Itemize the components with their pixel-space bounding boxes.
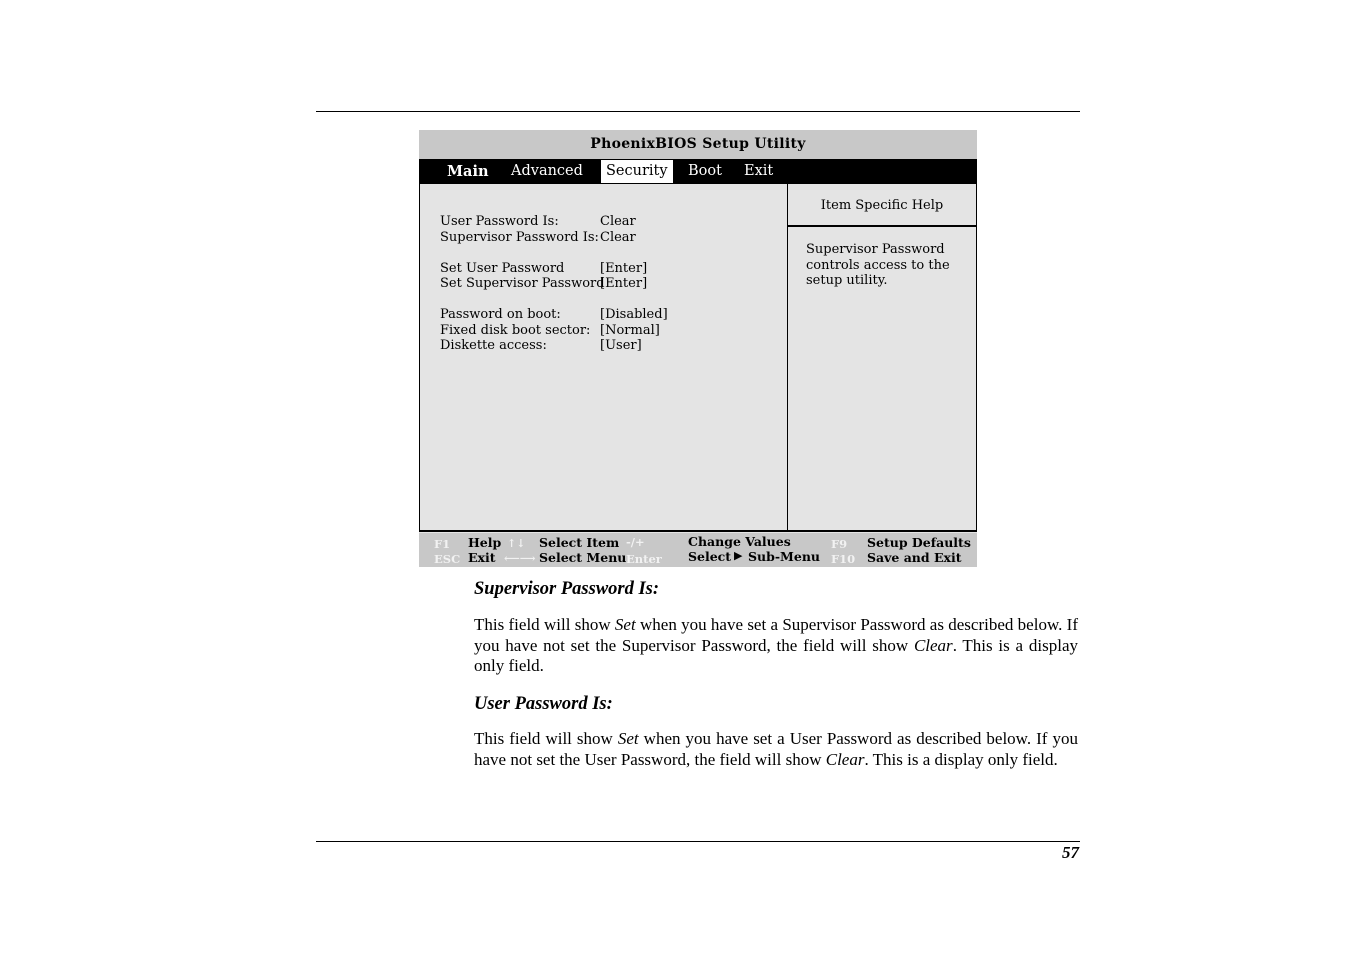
left-right-arrows-icon: ⟵⟶ [504, 552, 536, 565]
text-run: when you have set a Supervisor Password as described below. If you have not set the Supervisor Password, the field will show [474, 615, 1078, 655]
emphasis-set: Set [614, 615, 636, 634]
field-label: Supervisor Password Is: [440, 230, 599, 245]
field-label: Set User Password [440, 261, 565, 276]
exit-hint: Exit [468, 550, 496, 565]
help-hint: Help [468, 535, 502, 550]
paragraph-supervisor-password [474, 615, 1078, 677]
field-value: Clear [600, 230, 636, 245]
text-run: . This is a display only field. [474, 635, 1078, 675]
settings-pane [420, 184, 788, 530]
field-value[interactable]: [Enter] [600, 276, 648, 291]
text-run: . This is a display only field. [864, 749, 1058, 769]
bottom-rule [316, 841, 1080, 842]
setup-defaults-hint: Setup Defaults [867, 535, 971, 550]
text-run: This field will show [474, 729, 618, 748]
field-value[interactable]: [Disabled] [600, 307, 668, 322]
emphasis-clear: Clear [825, 749, 865, 769]
enter-key: Enter [626, 552, 662, 566]
text-run: This field will show [474, 615, 615, 634]
bios-menubar [419, 159, 977, 184]
help-line: controls access to the [806, 258, 950, 273]
f9-key: F9 [831, 537, 848, 551]
top-rule [316, 111, 1080, 112]
field-label: User Password Is: [440, 214, 559, 229]
field-label: Set Supervisor Password [440, 276, 605, 291]
menu-exit[interactable]: Exit [744, 163, 774, 179]
menu-boot[interactable]: Boot [688, 163, 722, 179]
select-hint: Select [688, 549, 732, 564]
save-exit-hint: Save and Exit [867, 550, 962, 565]
page-number: 57 [1062, 843, 1079, 862]
f10-key: F10 [831, 552, 856, 566]
sub-menu-hint: Sub-Menu [748, 549, 821, 564]
bios-screenshot [419, 130, 977, 567]
help-line: Supervisor Password [806, 242, 945, 257]
f1-key: F1 [434, 537, 451, 551]
esc-key: ESC [434, 552, 461, 566]
heading-supervisor-password-is: Supervisor Password Is: [474, 579, 660, 599]
select-item-hint: Select Item [539, 535, 620, 550]
bios-title: PhoenixBIOS Setup Utility [419, 130, 977, 159]
paragraph-user-password [474, 729, 1078, 770]
field-label: Password on boot: [440, 307, 561, 322]
emphasis-clear: Clear [913, 635, 953, 655]
field-label: Diskette access: [440, 338, 547, 353]
help-pane [788, 184, 976, 530]
help-line: setup utility. [806, 273, 888, 288]
triangle-right-icon: ▶ [734, 549, 743, 562]
emphasis-set: Set [617, 729, 639, 748]
bios-body [419, 184, 977, 532]
field-label: Fixed disk boot sector: [440, 323, 591, 338]
minus-plus-key: -/+ [626, 535, 645, 549]
menu-advanced[interactable]: Advanced [511, 163, 583, 179]
menu-main[interactable]: Main [447, 163, 489, 180]
field-value[interactable]: [Enter] [600, 261, 648, 276]
change-values-hint: Change Values [688, 534, 791, 549]
help-title: Item Specific Help [788, 184, 976, 227]
field-value: Clear [600, 214, 636, 229]
menu-security[interactable]: Security [601, 160, 673, 183]
bios-footer [419, 533, 977, 567]
text-run: when you have set a User Password as described below. If you have not set the User Password, the field will show [474, 729, 1078, 769]
field-value[interactable]: [Normal] [600, 323, 660, 338]
field-value[interactable]: [User] [600, 338, 642, 353]
up-down-arrows-icon: ↑↓ [507, 537, 526, 550]
select-menu-hint: Select Menu [539, 550, 627, 565]
heading-user-password-is: User Password Is: [474, 694, 613, 714]
